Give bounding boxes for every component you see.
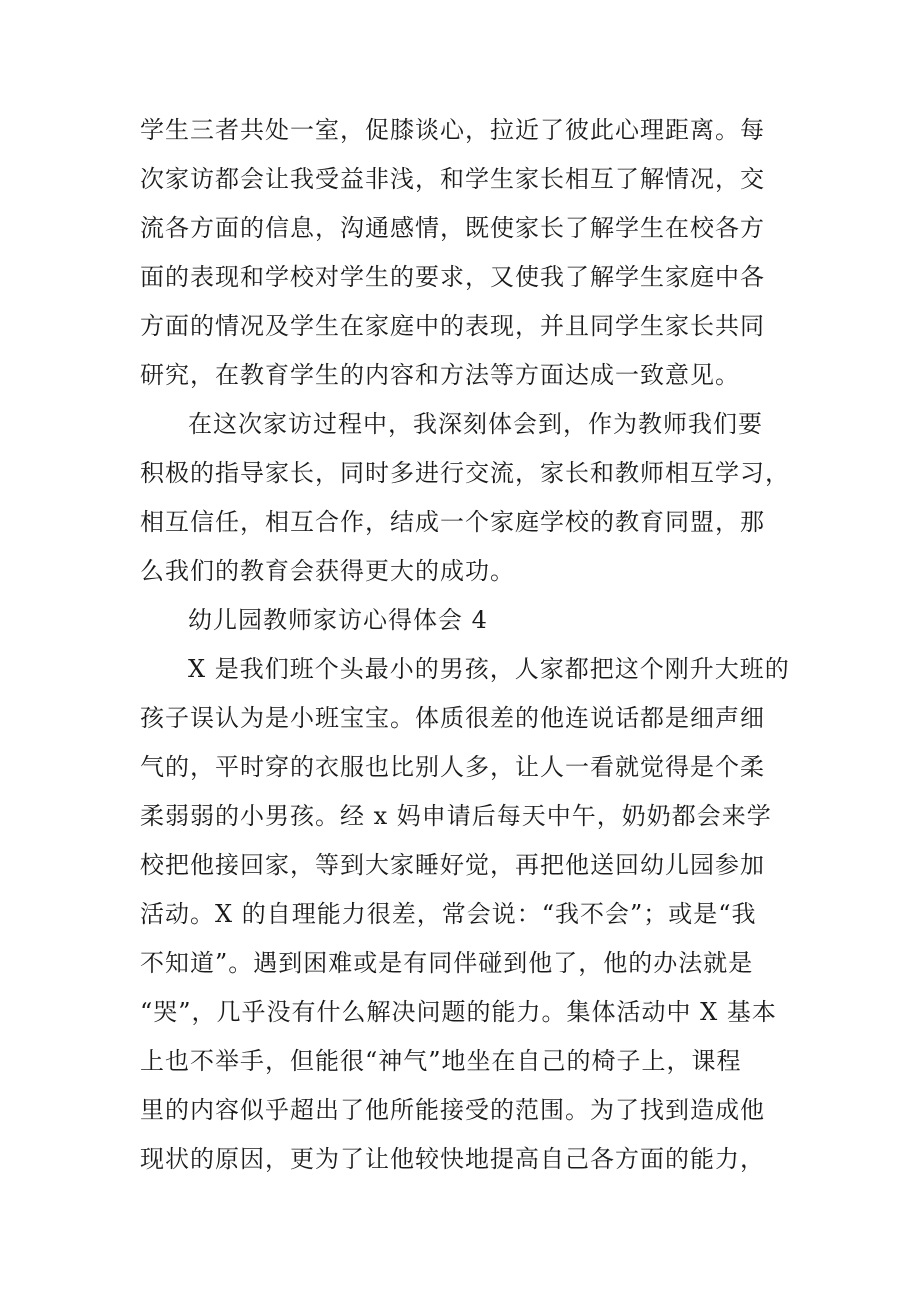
text-line: 上也不举手，但能很“神气”地坐在自己的椅子上，课程 <box>140 1047 742 1075</box>
text-line: 次家访都会让我受益非浅，和学生家长相互了解情况，交 <box>140 165 765 193</box>
text-line: 积极的指导家长，同时多进行交流，家长和教师相互学习， <box>140 459 790 487</box>
text-line: 相互信任，相互合作，结成一个家庭学校的教育同盟，那 <box>140 508 765 536</box>
text-line: “哭”，几乎没有什么解决问题的能力。集体活动中 X 基本 <box>140 998 777 1026</box>
text-line: 面的表现和学校对学生的要求，又使我了解学生家庭中各 <box>140 263 765 291</box>
text-line: 学生三者共处一室，促膝谈心，拉近了彼此心理距离。每 <box>140 116 765 144</box>
text-line: 现状的原因，更为了让他较快地提高自己各方面的能力， <box>140 1145 765 1173</box>
paragraph-start-line: X 是我们班个头最小的男孩，人家都把这个刚升大班的 <box>188 655 790 683</box>
text-line: 么我们的教育会获得更大的成功。 <box>140 557 515 585</box>
text-line: 研究，在教育学生的内容和方法等方面达成一致意见。 <box>140 361 740 389</box>
paragraph-start-line: 在这次家访过程中，我深刻体会到，作为教师我们要 <box>188 410 763 438</box>
text-line: 不知道”。遇到困难或是有同伴碰到他了，他的办法就是 <box>140 949 754 977</box>
text-line: 流各方面的信息，沟通感情，既使家长了解学生在校各方 <box>140 214 765 242</box>
text-line: 方面的情况及学生在家庭中的表现，并且同学生家长共同 <box>140 312 765 340</box>
text-line: 活动。X 的自理能力很差，常会说：“我不会”；或是“我 <box>140 900 757 928</box>
text-line: 校把他接回家，等到大家睡好觉，再把他送回幼儿园参加 <box>140 851 765 879</box>
body-text <box>140 106 800 1184</box>
text-line: 里的内容似乎超出了他所能接受的范围。为了找到造成他 <box>140 1096 765 1124</box>
text-line: 柔弱弱的小男孩。经 x 妈申请后每天中午，奶奶都会来学 <box>140 802 772 830</box>
text-line: 气的，平时穿的衣服也比别人多，让人一看就觉得是个柔 <box>140 753 765 781</box>
section-heading: 幼儿园教师家访心得体会 4 <box>188 606 488 634</box>
text-line: 孩子误认为是小班宝宝。体质很差的他连说话都是细声细 <box>140 704 765 732</box>
